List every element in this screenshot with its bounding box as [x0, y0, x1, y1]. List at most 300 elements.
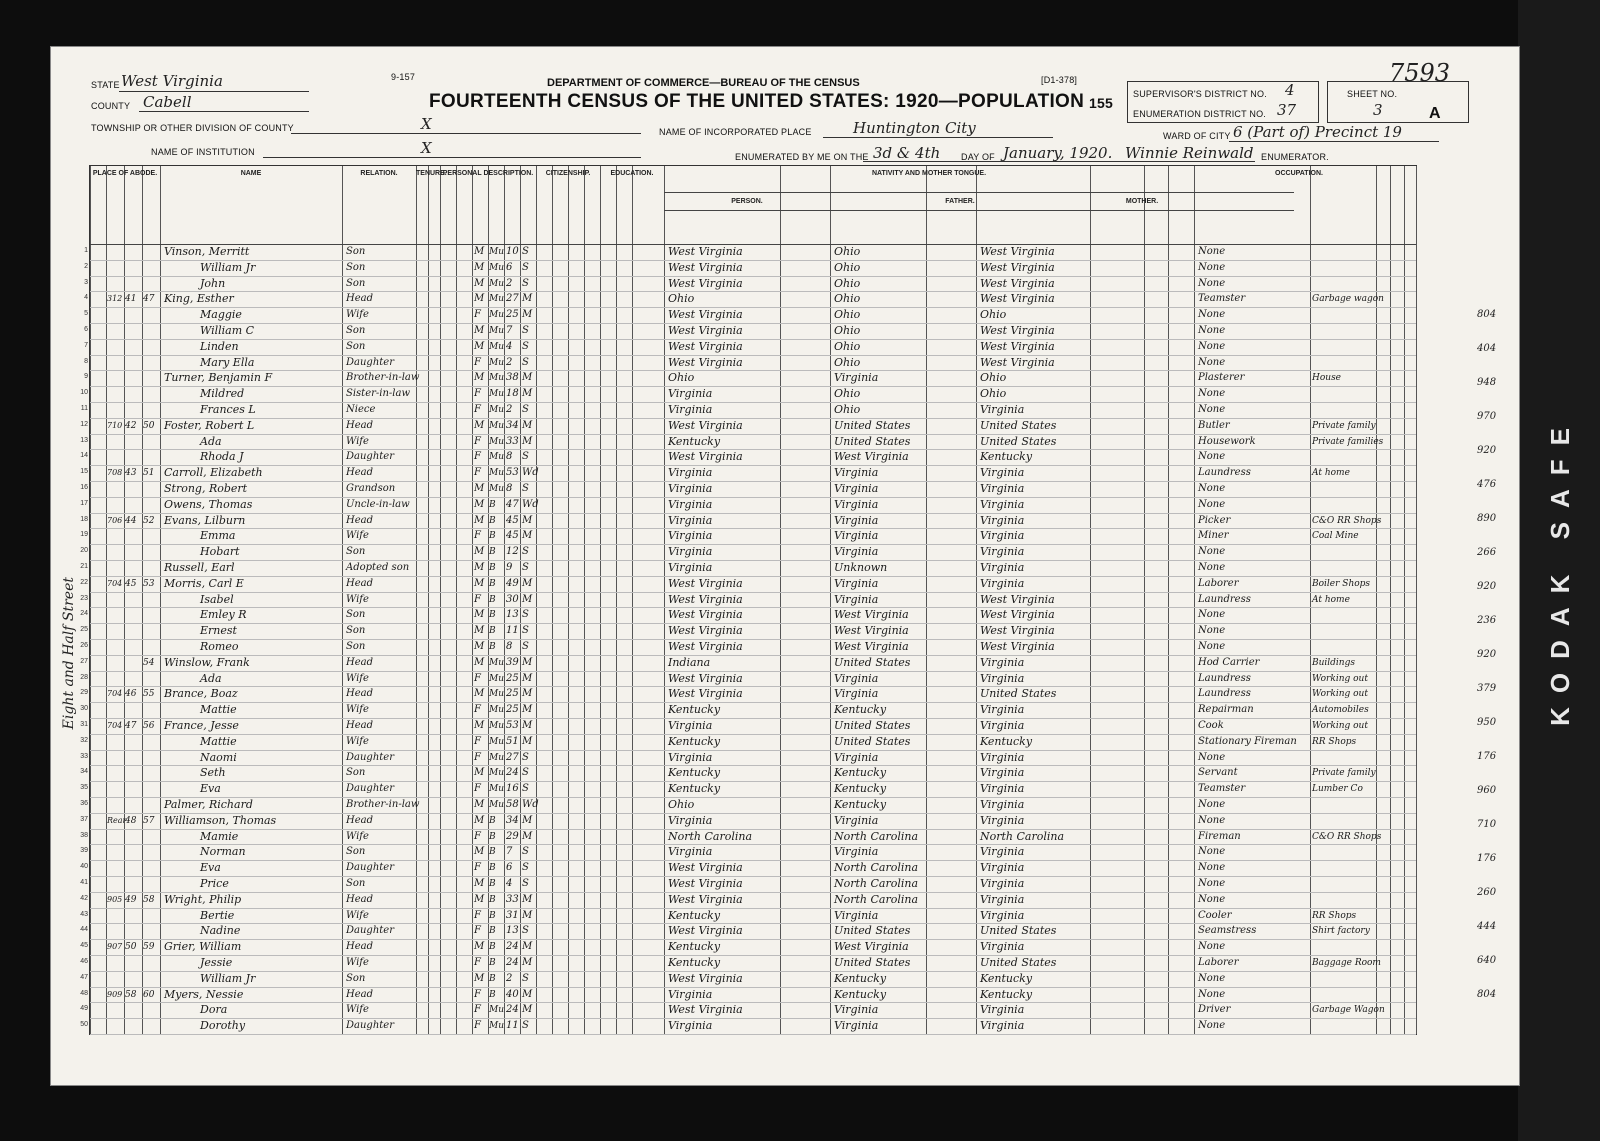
relation: Wife: [346, 530, 369, 542]
sex: F: [474, 388, 481, 400]
person-name: Ernest: [200, 624, 237, 638]
race: B: [489, 910, 496, 921]
occupation: Teamster: [1198, 783, 1246, 795]
month-year: January, 1920.: [1003, 144, 1113, 162]
family-number: 57: [143, 815, 155, 826]
mother-birthplace: West Virginia: [980, 260, 1055, 274]
person-name: Wright, Philip: [164, 892, 242, 906]
industry: Automobiles: [1312, 705, 1369, 716]
township-value: X: [421, 115, 432, 133]
age: 11: [506, 1020, 519, 1032]
age: 27: [506, 751, 519, 763]
birthplace: Virginia: [668, 750, 713, 764]
relation: Wife: [346, 735, 369, 747]
birthplace: Ohio: [668, 798, 695, 811]
row-number: 24: [80, 610, 88, 618]
birthplace: Ohio: [668, 371, 695, 385]
row-number: 19: [80, 531, 88, 539]
person-name: Dora: [200, 1003, 228, 1017]
father-birthplace: Virginia: [834, 529, 879, 543]
race: Mu: [489, 310, 505, 321]
birthplace: North Carolina: [668, 829, 753, 843]
occupation: Miner: [1198, 530, 1229, 542]
marital-status: M: [522, 688, 533, 700]
mother-birthplace: Virginia: [980, 908, 1025, 922]
industry: Private family: [1312, 768, 1376, 779]
person-name: Evans, Lilburn: [164, 513, 246, 527]
relation: Wife: [346, 1004, 369, 1016]
marital-status: M: [522, 941, 533, 953]
race: Mu: [489, 736, 505, 747]
race: B: [489, 610, 496, 621]
sex: M: [474, 277, 485, 289]
father-birthplace: Virginia: [834, 371, 879, 385]
birthplace: West Virginia: [668, 245, 743, 258]
age: 25: [506, 688, 519, 700]
birthplace: West Virginia: [668, 276, 743, 290]
family-number: 58: [143, 894, 155, 905]
occupation: None: [1198, 878, 1226, 889]
row-number: 12: [80, 420, 88, 428]
sex: M: [474, 893, 485, 905]
mother-birthplace: Virginia: [980, 466, 1025, 480]
column-group-header: PLACE OF ABODE.: [92, 170, 158, 177]
industry: C&O RR Shops: [1312, 831, 1382, 842]
father-birthplace: Virginia: [834, 1003, 879, 1017]
occupation: None: [1198, 625, 1226, 637]
film-edge-text: [1530, 40, 1590, 1100]
father-birthplace: Virginia: [834, 576, 879, 590]
age: 34: [506, 419, 519, 431]
father-birthplace: Virginia: [834, 813, 879, 827]
occupation: Servant: [1198, 767, 1238, 779]
occupation: None: [1198, 1020, 1226, 1032]
row-number: 6: [84, 326, 88, 333]
father-birthplace: Kentucky: [834, 971, 887, 985]
age: 40: [506, 988, 519, 1000]
birthplace: Kentucky: [668, 940, 721, 954]
mother-birthplace: West Virginia: [980, 624, 1055, 638]
father-birthplace: United States: [834, 418, 911, 432]
person-name: Winslow, Frank: [164, 655, 250, 669]
person-name: Hobart: [200, 545, 240, 559]
birthplace: Kentucky: [668, 956, 721, 969]
marital-status: M: [522, 593, 533, 605]
occupation: None: [1198, 751, 1226, 763]
person-name: Palmer, Richard: [164, 798, 253, 811]
relation: Brother-in-law: [346, 372, 420, 384]
race: Mu: [489, 247, 505, 257]
race: B: [489, 879, 496, 889]
father-birthplace: Virginia: [834, 592, 879, 606]
street-number: 710: [107, 420, 123, 430]
race: B: [489, 894, 496, 905]
mother-birthplace: Virginia: [980, 545, 1025, 559]
family-number: 47: [143, 294, 155, 305]
street-number: 909: [107, 989, 123, 999]
marital-status: M: [522, 988, 533, 1000]
relation: Daughter: [346, 1020, 394, 1032]
person-name: Grier, William: [164, 940, 242, 954]
person-name: Ada: [200, 671, 222, 685]
census-code: 155: [1089, 95, 1113, 111]
row-number: 37: [80, 815, 88, 823]
birthplace: West Virginia: [668, 608, 743, 622]
father-birthplace: Ohio: [834, 324, 861, 337]
row-number: 17: [80, 499, 88, 507]
sheet-label: SHEET NO.: [1347, 89, 1398, 99]
relation: Wife: [346, 704, 369, 716]
relation: Head: [346, 419, 374, 431]
margin-note: 404: [1477, 343, 1497, 354]
day-of-label: DAY OF: [961, 152, 995, 162]
family-number: 53: [143, 578, 155, 589]
state-label: STATE: [91, 80, 120, 90]
father-birthplace: Virginia: [834, 482, 879, 495]
occupation: Hod Carrier: [1198, 656, 1260, 668]
sex: F: [474, 530, 481, 542]
column-group-header: PERSONAL DESCRIPTION.: [442, 170, 534, 177]
birthplace: West Virginia: [668, 671, 743, 685]
father-birthplace: Ohio: [834, 292, 861, 306]
mother-birthplace: Kentucky: [980, 987, 1033, 1001]
birthplace: West Virginia: [668, 576, 743, 590]
sex: F: [474, 1020, 481, 1032]
row-number: 38: [80, 831, 88, 839]
birthplace: West Virginia: [668, 877, 743, 890]
age: 7: [506, 325, 513, 336]
age: 2: [506, 404, 513, 415]
father-birthplace: United States: [834, 956, 911, 969]
county-value: Cabell: [143, 93, 192, 111]
age: 16: [506, 783, 519, 795]
father-birthplace: United States: [834, 719, 911, 732]
form-number: 9-157: [391, 72, 416, 82]
relation: Wife: [346, 672, 369, 684]
mother-birthplace: North Carolina: [980, 829, 1065, 843]
sex: F: [474, 704, 481, 716]
mother-birthplace: Virginia: [980, 561, 1025, 574]
row-number: 44: [80, 926, 88, 934]
row-number: 33: [80, 752, 88, 760]
birthplace: West Virginia: [668, 592, 743, 606]
occupation: None: [1198, 340, 1226, 352]
marital-status: Wd: [522, 498, 539, 510]
relation: Daughter: [346, 925, 394, 937]
mother-birthplace: Virginia: [980, 750, 1025, 764]
age: 2: [506, 277, 513, 289]
occupation: None: [1198, 862, 1226, 874]
age: 8: [506, 641, 513, 652]
sex: F: [474, 404, 481, 415]
supervisor-value: 4: [1285, 81, 1295, 99]
sex: F: [474, 451, 481, 463]
industry: Private families: [1312, 436, 1384, 447]
sex: F: [474, 672, 481, 684]
race: Mu: [489, 721, 505, 731]
person-name: Mattie: [200, 703, 237, 717]
birthplace: West Virginia: [668, 924, 743, 938]
mother-birthplace: United States: [980, 924, 1057, 938]
birthplace: Kentucky: [668, 766, 721, 780]
row-number: 4: [84, 294, 88, 302]
dwelling-number: 43: [125, 468, 137, 479]
sex: M: [474, 546, 485, 558]
father-birthplace: Virginia: [834, 750, 879, 764]
mother-birthplace: United States: [980, 418, 1057, 432]
age: 31: [506, 909, 519, 921]
relation: Wife: [346, 957, 369, 968]
sex: M: [474, 656, 485, 668]
race: B: [489, 847, 496, 858]
marital-status: M: [522, 704, 533, 716]
age: 13: [506, 925, 519, 937]
person-name: Linden: [200, 339, 239, 353]
mother-birthplace: West Virginia: [980, 592, 1055, 606]
race: Mu: [489, 341, 505, 352]
row-number: 42: [80, 894, 88, 902]
birthplace: West Virginia: [668, 450, 743, 464]
row-number: 32: [80, 736, 88, 744]
mother-birthplace: West Virginia: [980, 339, 1055, 353]
margin-note: 640: [1477, 955, 1497, 966]
occupation: Plasterer: [1198, 372, 1245, 384]
occupation: None: [1198, 325, 1226, 336]
state-value: West Virginia: [121, 72, 223, 90]
marital-status: S: [522, 451, 529, 463]
sex: M: [474, 246, 485, 257]
row-number: 21: [80, 563, 88, 570]
occupation: None: [1198, 641, 1226, 652]
race: Mu: [489, 405, 505, 415]
marital-status: M: [522, 893, 533, 905]
race: B: [489, 973, 496, 984]
nativity-subheader: MOTHER.: [1125, 198, 1159, 205]
industry: Garbage Wagon: [1312, 1005, 1385, 1016]
race: B: [489, 926, 496, 937]
margin-note: 804: [1477, 989, 1497, 1000]
margin-note: 804: [1477, 309, 1497, 320]
relation: Daughter: [346, 751, 394, 763]
birthplace: Virginia: [668, 987, 713, 1001]
race: Mu: [489, 768, 505, 779]
age: 34: [506, 814, 519, 826]
margin-note: 236: [1477, 615, 1497, 626]
relation: Wife: [346, 309, 369, 321]
dwelling-number: 42: [125, 420, 137, 431]
person-name: Owens, Thomas: [164, 497, 253, 511]
father-birthplace: Virginia: [834, 1019, 879, 1033]
relation: Son: [346, 609, 366, 621]
person-name: Emma: [200, 529, 236, 543]
marital-status: S: [522, 562, 529, 573]
person-name: Myers, Nessie: [164, 987, 244, 1001]
sex: M: [474, 625, 485, 637]
age: 29: [506, 830, 519, 842]
occupation: None: [1198, 609, 1226, 621]
relation: Wife: [346, 830, 369, 842]
race: Mu: [489, 357, 505, 368]
relation: Son: [346, 767, 366, 779]
margin-note: 266: [1477, 547, 1497, 558]
occupation: None: [1198, 388, 1226, 400]
sex: F: [474, 862, 481, 874]
marital-status: M: [522, 372, 533, 384]
father-birthplace: United States: [834, 734, 911, 748]
industry: At home: [1312, 468, 1350, 479]
mother-birthplace: West Virginia: [980, 292, 1055, 306]
column-group-header: RELATION.: [360, 170, 398, 177]
age: 27: [506, 293, 519, 305]
row-number: 39: [80, 847, 88, 855]
mother-birthplace: Virginia: [980, 513, 1025, 527]
race: Mu: [489, 800, 505, 810]
relation: Head: [346, 656, 374, 668]
mother-birthplace: Virginia: [980, 766, 1025, 780]
father-birthplace: Virginia: [834, 545, 879, 559]
age: 47: [506, 498, 519, 510]
person-name: William C: [200, 324, 255, 337]
row-number: 16: [80, 484, 88, 491]
mother-birthplace: United States: [980, 956, 1057, 969]
occupation: None: [1198, 941, 1226, 953]
birthplace: Virginia: [668, 387, 713, 401]
race: Mu: [489, 373, 505, 384]
occupation: None: [1198, 562, 1226, 573]
race: Mu: [489, 484, 505, 494]
mother-birthplace: Virginia: [980, 576, 1025, 590]
father-birthplace: Ohio: [834, 339, 861, 353]
occupation: None: [1198, 498, 1226, 510]
birthplace: Kentucky: [668, 782, 721, 796]
mother-birthplace: United States: [980, 687, 1057, 701]
dwelling-number: 50: [125, 942, 137, 953]
person-name: Jessie: [200, 956, 233, 969]
industry: Shirt factory: [1312, 926, 1370, 937]
occupation: None: [1198, 309, 1226, 321]
father-birthplace: Ohio: [834, 355, 861, 369]
mother-birthplace: Virginia: [980, 719, 1025, 732]
row-number: 49: [80, 1005, 88, 1013]
occupation: Laundress: [1198, 467, 1251, 479]
row-number: 50: [80, 1021, 88, 1029]
margin-note: 920: [1477, 445, 1497, 456]
form-id: [D1-378]: [1041, 75, 1078, 85]
age: 18: [506, 388, 519, 400]
sex: F: [474, 909, 481, 921]
race: B: [489, 642, 496, 652]
marital-status: S: [522, 483, 529, 494]
father-birthplace: North Carolina: [834, 877, 919, 890]
occupation: None: [1198, 972, 1226, 984]
industry: Garbage wagon: [1312, 294, 1384, 305]
person-name: John: [200, 276, 226, 290]
age: 45: [506, 530, 519, 542]
census-sheet: [50, 46, 1520, 1086]
person-name: Seth: [200, 766, 226, 780]
race: B: [489, 531, 496, 542]
father-birthplace: North Carolina: [834, 829, 919, 843]
father-birthplace: West Virginia: [834, 624, 909, 638]
industry: Working out: [1312, 689, 1368, 700]
father-birthplace: United States: [834, 655, 911, 669]
occupation: None: [1198, 988, 1226, 1000]
occupation: Fireman: [1198, 830, 1241, 842]
birthplace: Virginia: [668, 845, 713, 859]
marital-status: M: [522, 909, 533, 921]
margin-note: 970: [1477, 411, 1497, 422]
township-label: TOWNSHIP OR OTHER DIVISION OF COUNTY: [91, 123, 294, 133]
birthplace: West Virginia: [668, 892, 743, 906]
person-name: Price: [200, 877, 229, 890]
age: 25: [506, 704, 519, 716]
sex: M: [474, 641, 485, 652]
age: 11: [506, 625, 519, 637]
dwelling-number: 41: [125, 294, 137, 305]
age: 24: [506, 767, 519, 779]
marital-status: M: [522, 419, 533, 431]
sex: M: [474, 261, 485, 273]
race: Mu: [489, 752, 505, 763]
occupation: None: [1198, 261, 1226, 273]
father-birthplace: West Virginia: [834, 940, 909, 954]
marital-status: S: [522, 878, 529, 889]
dwelling-number: 49: [125, 894, 137, 905]
age: 39: [506, 656, 519, 668]
family-number: 59: [143, 942, 155, 953]
birthplace: Virginia: [668, 513, 713, 527]
marital-status: M: [522, 293, 533, 305]
mother-birthplace: Kentucky: [980, 971, 1033, 985]
row-number: 41: [80, 879, 88, 886]
age: 30: [506, 593, 519, 605]
industry: At home: [1312, 594, 1350, 605]
birthplace: Indiana: [668, 655, 711, 669]
father-birthplace: Ohio: [834, 403, 861, 416]
father-birthplace: West Virginia: [834, 640, 909, 653]
mother-birthplace: Virginia: [980, 861, 1025, 875]
relation: Grandson: [346, 483, 396, 494]
relation: Daughter: [346, 451, 394, 463]
mother-birthplace: West Virginia: [980, 640, 1055, 653]
relation: Son: [346, 261, 366, 273]
sex: F: [474, 988, 481, 1000]
family-number: 51: [143, 468, 155, 479]
marital-status: S: [522, 862, 529, 874]
marital-status: S: [522, 340, 529, 352]
relation: Brother-in-law: [346, 799, 420, 810]
father-birthplace: Ohio: [834, 245, 861, 258]
row-number: 25: [80, 626, 88, 634]
mother-birthplace: West Virginia: [980, 355, 1055, 369]
birthplace: Virginia: [668, 813, 713, 827]
birthplace: Ohio: [668, 292, 695, 306]
row-number: 15: [80, 468, 88, 476]
marital-status: M: [522, 720, 533, 731]
place-label: NAME OF INCORPORATED PLACE: [659, 127, 812, 137]
sex: M: [474, 814, 485, 826]
row-number: 3: [84, 278, 88, 286]
birthplace: Virginia: [668, 497, 713, 511]
sex: F: [474, 925, 481, 937]
relation: Head: [346, 293, 374, 305]
relation: Son: [346, 972, 366, 984]
birthplace: Virginia: [668, 1019, 713, 1033]
dwelling-number: 48: [125, 815, 137, 826]
relation: Son: [346, 340, 366, 352]
person-name: Bertie: [200, 908, 235, 922]
row-number: 11: [80, 405, 88, 412]
